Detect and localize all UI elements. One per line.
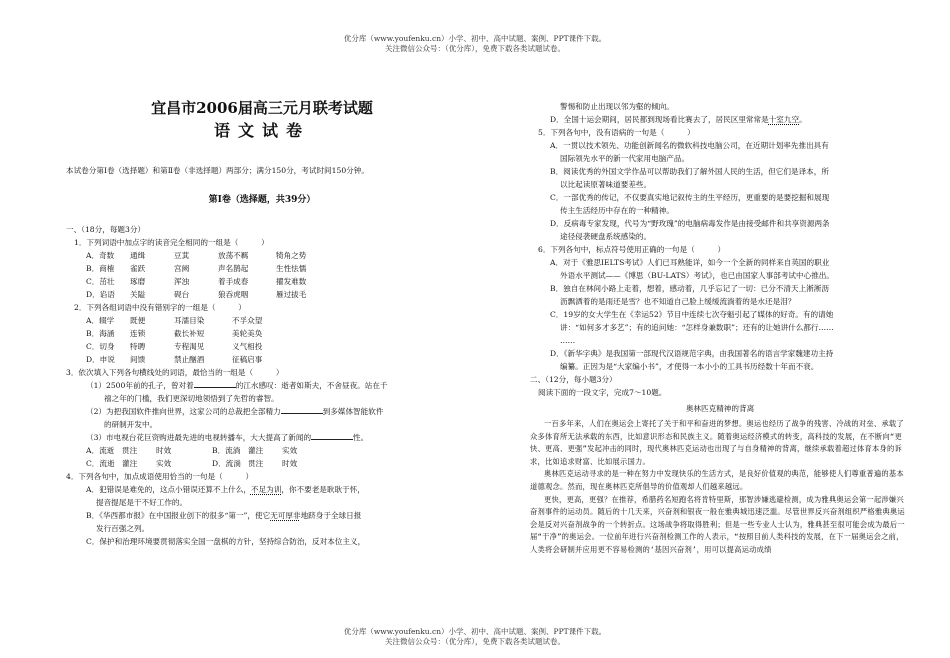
section1-heading: 一、（18分，每题3分） xyxy=(66,225,146,234)
q2-option-c xyxy=(66,340,458,353)
q1-d-4: 狼吞虎咽 xyxy=(218,290,249,299)
q1-c-4: 着手成春 xyxy=(218,277,249,286)
q3-sentence-1-cont: 禧之年的门槛，我们更深切地领悟到了先哲的睿智。 xyxy=(104,394,279,403)
q3-d-3: 时效 xyxy=(282,459,298,468)
q5-option-b-cont: 以比起读原著味道要差些。 xyxy=(560,180,652,189)
q3-options-cd xyxy=(66,457,458,470)
q2-a-2: 既便 xyxy=(130,316,146,325)
q1-a-1: A．奇数 xyxy=(86,251,115,260)
q2-a-4: 不孚众望 xyxy=(232,316,263,325)
q5-option-a: A．一贯以技术领先、功能创新闻名的微软科技电脑公司，在近期计划率先推出具有 xyxy=(550,141,829,150)
right-column xyxy=(530,100,910,557)
q3-a-3: 时效 xyxy=(156,446,172,455)
section2-intro: 阅读下面的一段文字，完成7～10题。 xyxy=(538,388,667,397)
q2-c-1: C．切身 xyxy=(86,342,115,351)
q5-option-b: B．阅读优秀的外国文学作品可以帮助我们了解外国人民的生活，但它们是译本，所 xyxy=(550,167,829,176)
q3-sentence-3 xyxy=(66,431,458,444)
section2-heading: 二、（12分，每小题3分） xyxy=(530,375,617,384)
q3-b-1: B．流淌 xyxy=(212,446,241,455)
q3-c-1: C．流逝 xyxy=(86,459,115,468)
q3-stem: 3．依次填入下列各句横线处的词语，最恰当的一组是（ ） xyxy=(66,368,284,377)
q1-d-3: 砚台 xyxy=(174,290,190,299)
q4-a-idiom: 不足为训 xyxy=(250,485,282,494)
q1-c-2: 琢磨 xyxy=(130,277,146,286)
q2-b-1: B．海涵 xyxy=(86,329,115,338)
q6-option-a: A．对于《雅思IELTS考试》人们已耳熟能详，如今一个全新的同样来自英国的职业 xyxy=(550,258,830,267)
q2-a-3: 耳濡目染 xyxy=(174,316,205,325)
q4-stem: 4．下列各句中，加点成语使用恰当的一句是（ ） xyxy=(66,472,254,481)
q2-d-3: 禁止酗酒 xyxy=(174,355,205,364)
left-column xyxy=(66,98,458,548)
footer-line-1: 优分库（www.youfenku.cn）小学、初中、高中试题、案例、PPT课件下载。 xyxy=(343,627,607,636)
article-paragraph-1: 一百多年来，人们在奥运会上寄托了关于和平和奋进的梦想。奥运也经历了战争的残害、冷战的对垒、承载了众多体育所无法承载的东西，比如意识形态和民族主义。随着奥运经济模式的转变，高科技的发展，在不断向“更快、更高、更强”发起冲击的同时，现代奥林匹克运动也出现了与自身精神的背离，继续承载着超过体育本身的诉求，比如追求财富、比如展示国力。 xyxy=(530,419,904,466)
q4-option-a xyxy=(66,483,458,496)
q2-option-d xyxy=(66,353,458,366)
q3-d-1: D．流淌 xyxy=(212,459,241,468)
q4-option-b xyxy=(66,509,458,522)
q4-b-idiom: 无可厚非 xyxy=(270,511,301,520)
q4-option-c: C．保护和治理环境要贯彻落实全国一盘棋的方针，坚持综合防治，反对本位主义， xyxy=(86,537,366,546)
q1-a-4: 放荡不羁 xyxy=(218,251,249,260)
q1-b-2: 雀跃 xyxy=(130,264,146,273)
q6-option-b: B．独自在林间小路上走着，想着，感动着，几乎忘记了一切：已分不清天上淅淅沥 xyxy=(550,284,829,293)
q3-c-2: 灌注 xyxy=(122,459,138,468)
q4-a-text-b: ，你不要老是耿耿于怀， xyxy=(281,485,365,494)
q3-b-3: 实效 xyxy=(282,446,298,455)
q1-c-3: 浑浊 xyxy=(174,277,190,286)
page-footer xyxy=(0,627,950,647)
q6-option-c: C．19岁的女大学生在《幸运52》节目中连续七次夺魁引起了媒体的好奇。有的请她 xyxy=(550,310,834,319)
q4-b-text-b: 地跻身于全球日报 xyxy=(300,511,362,520)
q1-d-1: D．谄语 xyxy=(86,290,115,299)
q6-option-d-cont: 编纂。正因为是“大家编小书”，才使得一本小小的工具书历经数十年而不衰。 xyxy=(560,362,819,371)
q2-d-1: D．申说 xyxy=(86,355,115,364)
q1-b-3: 宫阙 xyxy=(174,264,190,273)
q3-s2-text-b: 到多媒体智能软件 xyxy=(322,407,384,416)
q5-option-c-cont: 传主生活经历中存在的一种精神。 xyxy=(560,206,674,215)
q5-option-d-cont: 途径侵袭硬盘系统感染的。 xyxy=(560,232,652,241)
q1-option-b xyxy=(66,262,458,275)
q2-c-2: 特聘 xyxy=(130,342,146,351)
q4-d-text-b: 。 xyxy=(799,115,807,124)
article-title: 奥林匹克精神的背离 xyxy=(685,404,755,413)
q1-a-2: 通缉 xyxy=(130,251,146,260)
header-line-2: 关注微信公众号：（优分库），免费下载各类试题试卷。 xyxy=(385,44,565,53)
q2-d-2: 间馈 xyxy=(130,355,146,364)
q6-option-c-cont2: …… xyxy=(560,336,576,345)
q3-s1-text-a: （1）2500年前的孔子，曾对着 xyxy=(86,381,194,390)
footer-line-2: 关注微信公众号：（优分库），免费下载各类试题试卷。 xyxy=(385,637,565,646)
q4-option-b-cont: 发行百强之列。 xyxy=(96,524,150,533)
q3-blank-3 xyxy=(311,431,353,440)
q6-stem: 6．下列各句中，标点符号使用正确的一句是（ ） xyxy=(538,245,726,254)
article-paragraph-3: 更快，更高，更强？在推荐，希腊药名短跑名将肯特里斯，那智涉嫌逃避检测，成为雅典奥运会第一起涉嫌兴奋剂事件的运动员。随后的十几天来，兴奋剂和银夜一般在雅典城迅速泛滥。尽管世界反兴奋剂组织严格雅典奥运会是反对兴奋剂战争的一个转折点。这场战争将取得胜利；但是一些专业人士认为，雅典甚至很可能会成为最后一届“干净”的奥运会。一位前年进行兴奋剂检测工作的人表示，“按照目前人类科技的发展，在下一届奥运会之前，人类将会研制并应用更不容易检测的‘基因兴奋剂’，用可以提高运动成绩 xyxy=(530,494,905,554)
q1-c-1: C．茁壮 xyxy=(86,277,115,286)
q1-option-d xyxy=(66,288,458,301)
q3-s3-text-a: （3）市电视台花巨资购进最先进的电视转播车，大大提高了新闻的 xyxy=(86,433,312,442)
q2-b-3: 截长补短 xyxy=(174,329,205,338)
q4-option-c-cont: 警惕和防止出现以邻为壑的倾向。 xyxy=(560,102,674,111)
q3-c-3: 实效 xyxy=(156,459,172,468)
q3-a-1: A．流逝 xyxy=(86,446,115,455)
q2-c-3: 专程渴见 xyxy=(174,342,205,351)
q1-option-a xyxy=(66,249,458,262)
q2-option-b xyxy=(66,327,458,340)
q3-d-2: 贯注 xyxy=(248,459,264,468)
q3-s1-text-b: 的江水感叹：逝者如斯夫，不舍昼夜。站在千 xyxy=(235,381,388,390)
q3-options-ab xyxy=(66,444,458,457)
q1-b-5: 生性怯懦 xyxy=(276,264,307,273)
q5-option-a-cont: 国际领先水平的新一代家用电脑产品。 xyxy=(560,154,690,163)
q1-d-5: 雁过拔毛 xyxy=(276,290,307,299)
q1-d-2: 关隘 xyxy=(130,290,146,299)
q3-sentence-2-cont: 的研制开发中。 xyxy=(104,420,158,429)
q3-sentence-2 xyxy=(66,405,458,418)
q1-a-5: 犄角之势 xyxy=(276,251,307,260)
page-header xyxy=(0,34,950,54)
article-body xyxy=(530,418,910,557)
q2-d-4: 征稿启事 xyxy=(232,355,263,364)
q5-option-d: D．反病毒专家发现，代号为“野玫瑰”的电脑病毒发作是由接受邮件和共享资源两条 xyxy=(550,219,830,228)
q2-b-4: 美轮美奂 xyxy=(232,329,263,338)
q6-option-c-cont: 讲：“如何多才多艺”；有的追问她：“怎样身兼数职”；还有的让她讲什么都行…… xyxy=(560,323,834,332)
q1-a-3: 豆萁 xyxy=(174,251,190,260)
q1-option-c xyxy=(66,275,458,288)
q4-option-d xyxy=(530,113,910,126)
q3-blank-1 xyxy=(194,379,236,388)
exam-subtitle: 语文试卷 xyxy=(213,121,310,140)
q6-option-b-cont: 沥飘洒着的是雨还是雪？也不知道自己脸上缓缓流淌着的是水还是泪？ xyxy=(560,297,796,306)
q3-s2-text-a: （2）为把我国软件推向世界，这家公司的总裁把全部精力 xyxy=(86,407,281,416)
article-paragraph-2: 奥林匹克运动寻求的是一种在努力中发现快乐的生活方式，是良好价值观的典范，能够使人们尊重普遍的基本道德观念。然而，现在奥林匹克所倡导的价值观却人们越来越远。 xyxy=(530,469,904,491)
q3-a-2: 贯注 xyxy=(122,446,138,455)
q4-option-a-cont: 提音提尾是干不好工作的。 xyxy=(96,498,188,507)
q4-a-text-a: A．犯错误是难免的，这点小错误还算不上什么， xyxy=(86,485,251,494)
q6-option-d: D．《新华字典》是我国第一部现代汉语规范字典，由我国著名的语言学家魏建功主持 xyxy=(550,349,834,358)
header-line-1: 优分库（www.youfenku.cn）小学、初中、高中试题、案例、PPT课件下载。 xyxy=(343,34,607,43)
q2-a-1: A．辍学 xyxy=(86,316,115,325)
q5-stem: 5．下列各句中，没有语病的一句是（ ） xyxy=(538,128,695,137)
q5-option-c: C．一部优秀的传记，不仅要真实地记叙传主的生平经历，更重要的是要挖掘和展现 xyxy=(550,193,830,202)
exam-title: 宜昌市2006届高三元月联考试题 xyxy=(151,99,373,117)
q4-b-text-a: B．《华西都市报》在中国报业创下的很多“第一”，使它 xyxy=(86,511,271,520)
q3-b-2: 灌注 xyxy=(248,446,264,455)
q4-d-idiom: 十室九空 xyxy=(768,115,800,124)
q1-stem: 1．下列词语中加点字的读音完全相同的一组是（ ） xyxy=(74,238,269,247)
q1-b-1: B．商榷 xyxy=(86,264,115,273)
q6-option-a-cont: 外语水平测试——《博思（BU-LATS）考试》，也已由国家人事部考试中心推出。 xyxy=(560,271,834,280)
q2-option-a xyxy=(66,314,458,327)
q1-b-4: 声名鹊起 xyxy=(218,264,249,273)
q4-d-text-a: D．全国十运会期间，居民都到现场看比赛去了，居民区里常常是 xyxy=(550,115,769,124)
part1-title: 第Ⅰ卷（选择题，共39分） xyxy=(208,195,316,205)
q2-stem: 2．下列各组词语中没有错别字的一组是（ ） xyxy=(74,303,246,312)
q3-sentence-1 xyxy=(66,379,458,392)
q1-c-5: 擢发难数 xyxy=(276,277,307,286)
q2-c-4: 义气相投 xyxy=(232,342,263,351)
exam-intro: 本试卷分第Ⅰ卷（选择题）和第Ⅱ卷（非选择题）两部分；满分150分，考试时间150分钟。 xyxy=(66,166,369,175)
q3-s3-text-b: 性。 xyxy=(353,433,369,442)
q2-b-2: 连锁 xyxy=(130,329,146,338)
q3-blank-2 xyxy=(281,405,323,414)
